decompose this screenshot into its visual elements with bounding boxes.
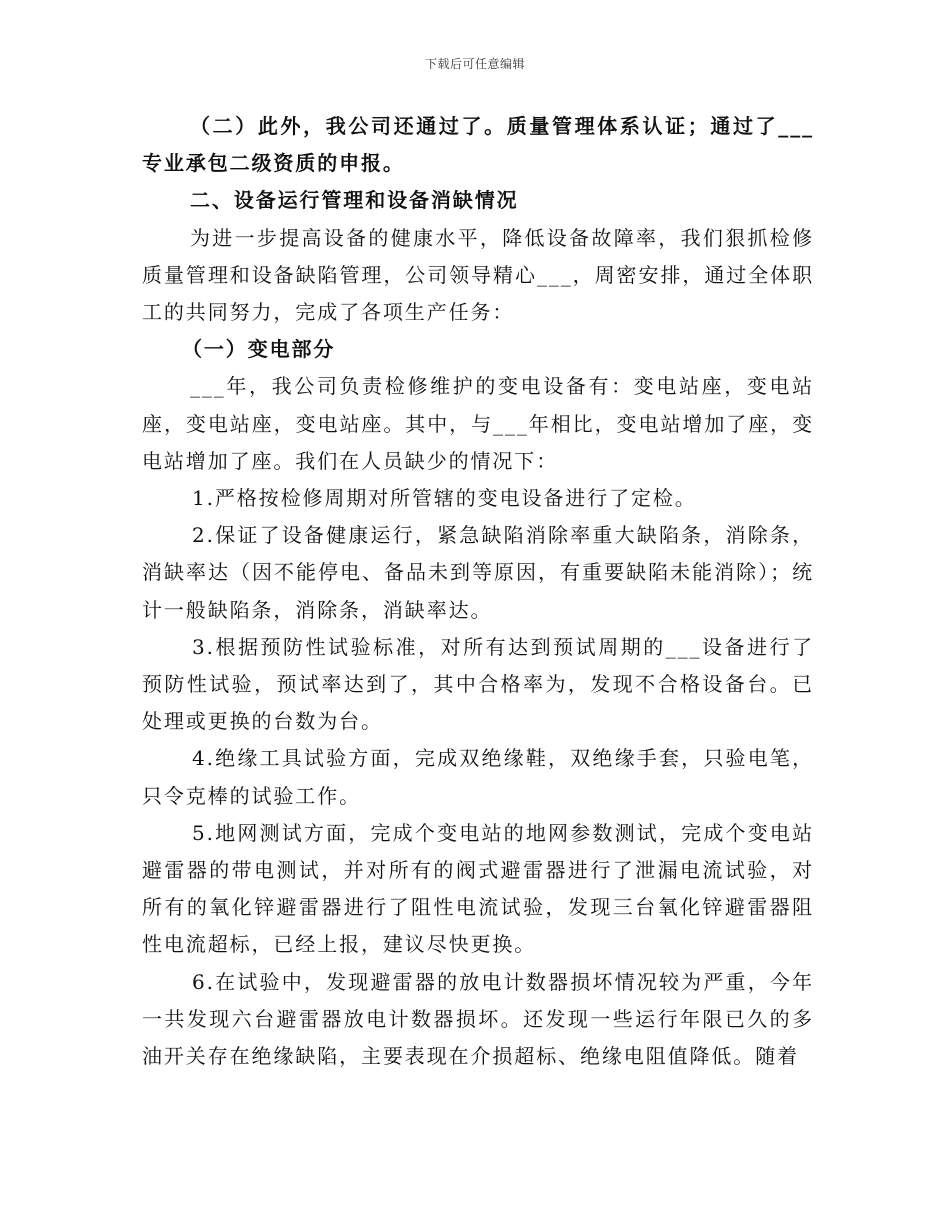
- list-item-1: 1.严格按检修周期对所管辖的变电设备进行了定检。: [192, 486, 697, 511]
- list-item-3: 3.根据预防性试验标准，对所有达到预试周期的___设备进行了预防性试验，预试率达到了，其中合格率为，发现不合格设备台。已处理或更换的台数为台。: [142, 634, 814, 734]
- section-heading-equipment: 二、设备运行管理和设备消缺情况: [190, 188, 519, 213]
- list-item-6: 6.在试验中，发现避雷器的放电计数器损坏情况较为严重，今年一共发现六台避雷器放电计数器损坏。还发现一些运行年限已久的多油开关存在绝缘缺陷，主要表现在介损超标、绝缘电阻值降低。随着: [142, 969, 814, 1069]
- list-item-2: 2.保证了设备健康运行，紧急缺陷消除率重大缺陷条，消除条，消缺率达（因不能停电、备品未到等原因，有重要缺陷未能消除）；统计一般缺陷条，消除条，消缺率达。: [142, 523, 814, 622]
- list-item-5: 5.地网测试方面，完成个变电站的地网参数测试，完成个变电站避雷器的带电测试，并对所有的阀式避雷器进行了泄漏电流试验，对所有的氧化锌避雷器进行了阻性电流试验，发现三台氧化锌避雷器阻性电流超标，已经上报，建议尽快更换。: [142, 820, 814, 957]
- paragraph-certification: （二）此外，我公司还通过了。质量管理体系认证；通过了___专业承包二级资质的申报。: [142, 114, 814, 176]
- paragraph-substation-overview: ___年，我公司负责检修维护的变电设备有：变电站座，变电站座，变电站座，变电站座。其中，与___年相比，变电站增加了座，变电站增加了座。我们在人员缺少的情况下：: [142, 374, 814, 473]
- document-body: [142, 108, 814, 1075]
- subsection-heading-substation: （一）变电部分: [182, 337, 336, 362]
- paragraph-intro: 为进一步提高设备的健康水平，降低设备故障率，我们狠抓检修质量管理和设备缺陷管理，公司领导精心___，周密安排，通过全体职工的共同努力，完成了各项生产任务：: [142, 225, 814, 325]
- page-header: 下载后可任意编辑: [424, 57, 525, 71]
- list-item-4: 4.绝缘工具试验方面，完成双绝缘鞋，双绝缘手套，只验电笔，只令克棒的试验工作。: [142, 746, 814, 808]
